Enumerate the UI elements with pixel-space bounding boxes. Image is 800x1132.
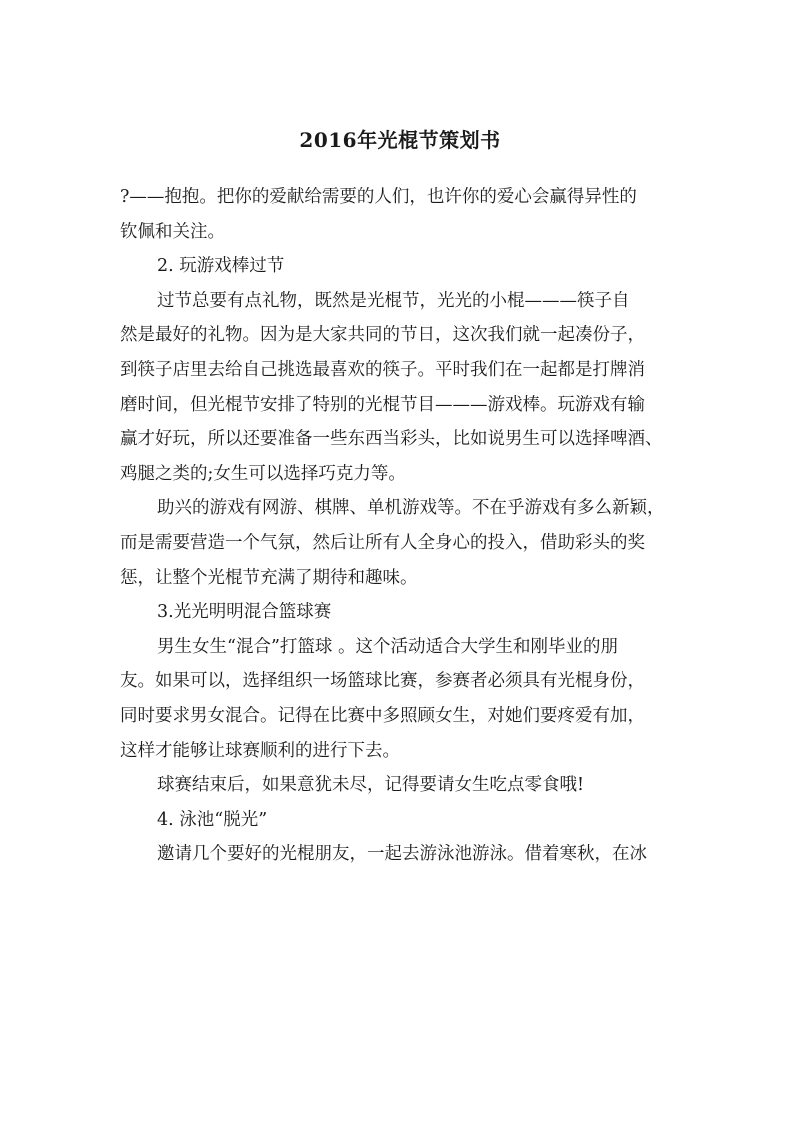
text-line: 邀请几个要好的光棍朋友，一起去游泳池游泳。借着寒秋，在冰 — [157, 844, 647, 865]
paragraph-games — [120, 491, 678, 595]
section-heading-4 — [120, 803, 678, 838]
section-heading-2 — [120, 249, 678, 284]
heading-line: 3.光光明明混合篮球赛 — [157, 602, 332, 623]
text-line: 赢才好玩，所以还要准备一些东西当彩头，比如说男生可以选择啤酒、 — [120, 429, 663, 450]
text-line: 助兴的游戏有网游、棋牌、单机游戏等。不在乎游戏有多么新颖， — [157, 498, 665, 519]
text-line: 球赛结束后，如果意犹未尽，记得要请女生吃点零食哦! — [157, 775, 585, 796]
document-body — [120, 180, 678, 872]
text-line: 这样才能够让球赛顺利的进行下去。 — [120, 740, 400, 761]
text-line: 过节总要有点礼物，既然是光棍节，光光的小棍———筷子自 — [157, 290, 630, 311]
document-title: 2016年光棍节策划书 — [299, 128, 501, 152]
text-line: 同时要求男女混合。记得在比赛中多照顾女生，对她们要疼爱有加， — [120, 705, 645, 726]
text-line: 到筷子店里去给自己挑选最喜欢的筷子。平时我们在一起都是打牌消 — [120, 359, 645, 380]
text-line: 男生女生“混合”打篮球 。这个活动适合大学生和刚毕业的朋 — [157, 636, 618, 657]
section-heading-3 — [120, 595, 678, 630]
paragraph-swimming — [120, 837, 678, 872]
text-line: 钦佩和关注。 — [120, 221, 225, 242]
text-line: ?——抱抱。把你的爱献给需要的人们，也许你的爱心会赢得异性的 — [120, 187, 637, 207]
paragraph-basketball — [120, 630, 678, 768]
paragraph-intro — [120, 180, 678, 249]
paragraph-after-game — [120, 768, 678, 803]
paragraph-chopsticks — [120, 284, 678, 492]
heading-line: 2. 玩游戏棒过节 — [157, 256, 285, 277]
text-line: 磨时间，但光棍节安排了特别的光棍节目———游戏棒。玩游戏有输 — [120, 394, 645, 415]
text-line: 而是需要营造一个气氛，然后让所有人全身心的投入，借助彩头的奖 — [120, 532, 645, 553]
text-line: 惩，让整个光棍节充满了期待和趣味。 — [120, 567, 418, 588]
text-line: 然是最好的礼物。因为是大家共同的节日，这次我们就一起凑份子， — [120, 325, 645, 346]
text-line: 鸡腿之类的;女生可以选择巧克力等。 — [120, 463, 406, 484]
heading-line: 4. 泳池“脱光” — [157, 809, 268, 830]
text-line: 友。如果可以，选择组织一场篮球比赛，参赛者必须具有光棍身份， — [120, 671, 645, 692]
